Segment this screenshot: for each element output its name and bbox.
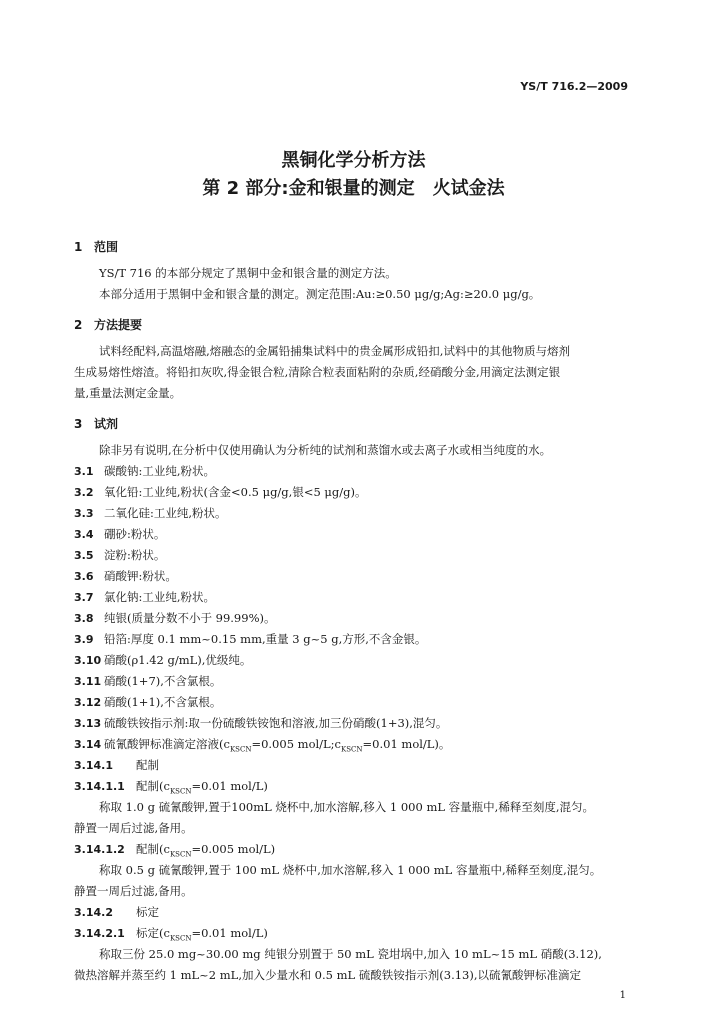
item-text: 硝酸(1+7),不含氯根。 (104, 674, 222, 688)
reagent-item (74, 631, 426, 647)
subsection-3-14-2-1 (74, 925, 268, 942)
item-text: 纯银(质量分数不小于 99.99%)。 (104, 611, 276, 625)
item-text: =0.01 mol/L)。 (362, 737, 451, 751)
section-3-intro: 除非另有说明,在分析中仅使用确认为分析纯的试剂和蒸馏水或去离子水或相当纯度的水。 (99, 443, 552, 457)
standard-code: YS/T 716.2—2009 (520, 80, 628, 93)
reagent-item-3-14 (74, 736, 450, 753)
item-text: =0.005 mol/L) (191, 842, 276, 856)
item-text: 硫酸铁铵指示剂:取一份硫酸铁铵饱和溶液,加三份硝酸(1+3),混匀。 (104, 716, 448, 730)
item-number: 3.12 (74, 696, 102, 709)
reagent-item (74, 526, 165, 542)
item-number: 3.4 (74, 528, 94, 541)
item-text: 硝酸钾:粉状。 (104, 569, 177, 583)
subscript: KSCN (229, 745, 252, 754)
item-number: 3.8 (74, 612, 94, 625)
reagent-item (74, 673, 221, 689)
section-number: 3 (74, 417, 83, 431)
item-text: 标定 (136, 905, 159, 919)
item-number: 3.14.2.1 (74, 927, 125, 940)
item-number: 3.14 (74, 738, 102, 751)
item-text: 硝酸(1+1),不含氯根。 (104, 695, 222, 709)
section-2-line-1: 试料经配料,高温熔融,熔融态的金属铅捕集试料中的贵金属形成铅扣,试料中的其他物质与熔剂 (99, 344, 570, 358)
procedure-text: 称取三份 25.0 mg~30.00 mg 纯银分别置于 50 mL 瓷坩埚中,加入 10 mL~15 mL 硝酸(3.12), (99, 947, 602, 961)
section-number: 1 (74, 240, 83, 254)
page-number: 1 (619, 990, 626, 1001)
item-text: 淀粉:粉状。 (104, 548, 166, 562)
reagent-item (74, 694, 221, 710)
item-number: 3.7 (74, 591, 94, 604)
section-number: 2 (74, 318, 83, 332)
reagent-item (74, 463, 215, 479)
item-number: 3.11 (74, 675, 102, 688)
item-text: =0.01 mol/L) (191, 926, 268, 940)
item-text: 氯化钠:工业纯,粉状。 (104, 590, 216, 604)
item-number: 3.14.1 (74, 759, 113, 772)
item-text: =0.01 mol/L) (191, 779, 268, 793)
section-2-heading (74, 316, 142, 333)
item-text: 配制 (136, 758, 159, 772)
item-text: 配制(c (136, 842, 170, 856)
item-text: 二氧化硅:工业纯,粉状。 (104, 506, 227, 520)
item-number: 3.5 (74, 549, 94, 562)
item-number: 3.2 (74, 486, 94, 499)
procedure-text: 称取 1.0 g 硫氰酸钾,置于100mL 烧杯中,加水溶解,移入 1 000 mL 容量瓶中,稀释至刻度,混匀。 (99, 800, 594, 814)
item-number: 3.9 (74, 633, 94, 646)
procedure-text: 称取 0.5 g 硫氰酸钾,置于 100 mL 烧杯中,加水溶解,移入 1 000 mL 容量瓶中,稀释至刻度,混匀。 (99, 863, 602, 877)
reagent-item (74, 652, 251, 668)
item-number: 3.6 (74, 570, 94, 583)
item-number: 3.14.1.1 (74, 780, 125, 793)
subsection-3-14-1-2 (74, 841, 275, 858)
procedure-text: 微热溶解并蒸至约 1 mL~2 mL,加入少量水和 0.5 mL 硫酸铁铵指示剂(3.13),以硫氰酸钾标准滴定 (74, 968, 582, 982)
subscript: KSCN (169, 787, 192, 796)
reagent-item (74, 484, 367, 500)
item-text: 氧化铅:工业纯,粉状(含金<0.5 μg/g,银<5 μg/g)。 (104, 485, 367, 499)
item-number: 3.14.1.2 (74, 843, 125, 856)
subsection-3-14-1 (74, 757, 159, 773)
section-1-heading (74, 238, 118, 255)
item-text: 硼砂:粉状。 (104, 527, 166, 541)
subsection-3-14-1-1 (74, 778, 268, 795)
reagent-item (74, 715, 447, 731)
reagent-item (74, 610, 275, 626)
procedure-text: 静置一周后过滤,备用。 (74, 884, 193, 898)
section-title: 方法提要 (94, 318, 143, 332)
subsection-3-14-2 (74, 904, 159, 920)
item-number: 3.3 (74, 507, 94, 520)
item-text: 硫氰酸钾标准滴定溶液(c (104, 737, 230, 751)
subscript: KSCN (169, 934, 192, 943)
item-text: 硝酸(ρ1.42 g/mL),优级纯。 (104, 653, 252, 667)
section-2-line-3: 量,重量法测定金量。 (74, 386, 182, 400)
reagent-item (74, 589, 215, 605)
section-title: 范围 (94, 240, 119, 254)
section-1-paragraph-2: 本部分适用于黑铜中金和银含量的测定。测定范围:Au:≥0.50 μg/g;Ag:≥20.0 μg/g。 (99, 287, 541, 301)
item-number: 3.10 (74, 654, 102, 667)
section-2-line-2: 生成易熔性熔渣。将铅扣灰吹,得金银合粒,清除合粒表面粘附的杂质,经硝酸分金,用滴定法测定银 (74, 365, 561, 379)
document-title: 黑铜化学分析方法 (281, 150, 426, 171)
item-number: 3.1 (74, 465, 94, 478)
reagent-item (74, 505, 227, 521)
item-number: 3.14.2 (74, 906, 113, 919)
section-1-paragraph-1: YS/T 716 的本部分规定了黑铜中金和银含量的测定方法。 (99, 266, 397, 280)
document-subtitle: 第 2 部分:金和银量的测定 火试金法 (202, 178, 505, 199)
procedure-text: 静置一周后过滤,备用。 (74, 821, 193, 835)
subscript: KSCN (341, 745, 363, 754)
item-text: 标定(c (136, 926, 170, 940)
item-text: =0.005 mol/L;c (251, 737, 341, 751)
item-text: 碳酸钠:工业纯,粉状。 (104, 464, 216, 478)
section-title: 试剂 (94, 417, 119, 431)
item-text: 铅箔:厚度 0.1 mm~0.15 mm,重量 3 g~5 g,方形,不含金银。 (104, 632, 427, 646)
section-3-heading (74, 415, 118, 432)
item-number: 3.13 (74, 717, 102, 730)
subscript: KSCN (169, 850, 192, 859)
item-text: 配制(c (136, 779, 170, 793)
reagent-item (74, 568, 177, 584)
reagent-item (74, 547, 165, 563)
